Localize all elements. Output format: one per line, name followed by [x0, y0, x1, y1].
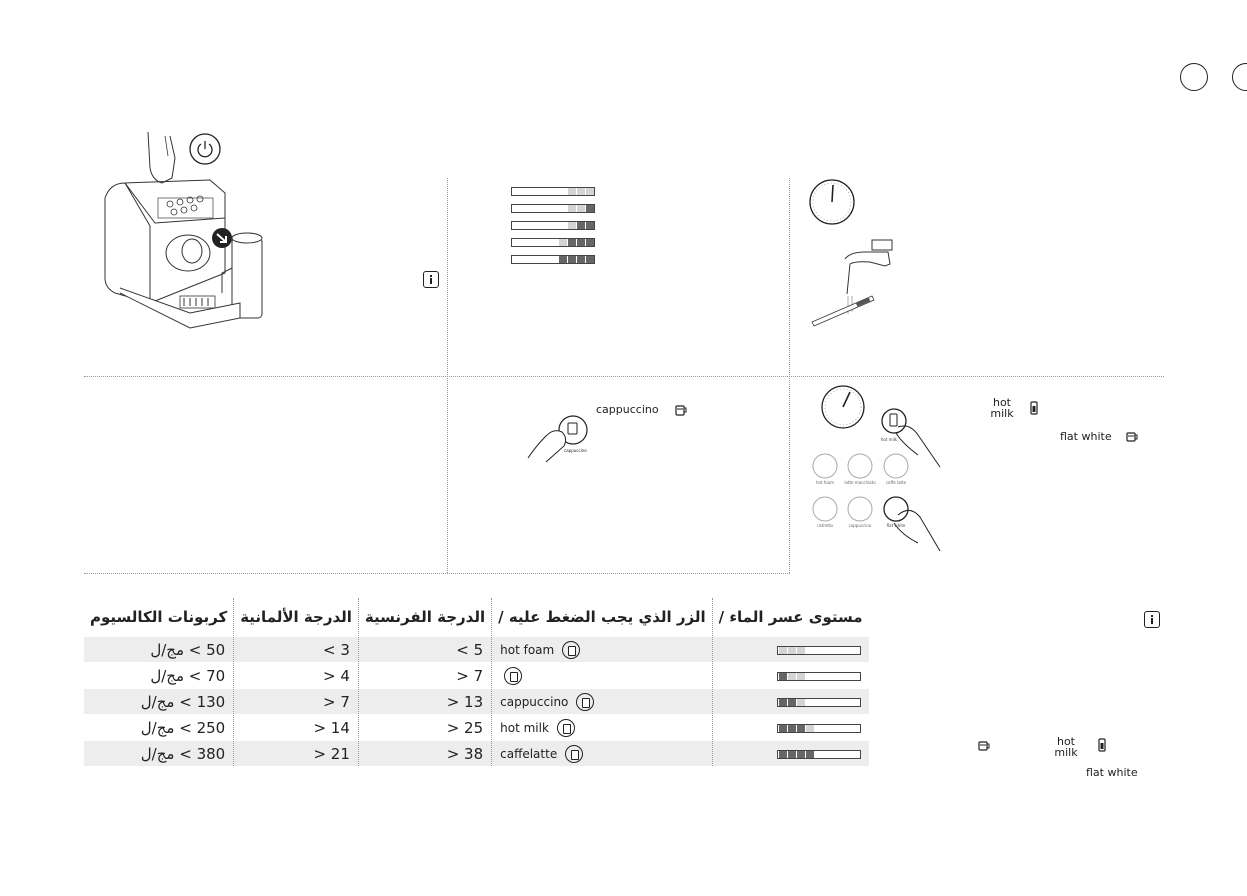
button-cell	[492, 715, 713, 741]
meter-segment-light	[796, 647, 805, 654]
meter-segment-dark	[576, 256, 585, 263]
hardness-cell	[712, 663, 868, 689]
german-cell: 4 <	[234, 663, 359, 689]
meter-segment-light	[778, 647, 787, 654]
meter-segment-light	[787, 647, 796, 654]
button-cell	[492, 741, 713, 767]
meter-segment-dark	[585, 205, 594, 212]
page-circle-1	[1180, 63, 1208, 91]
hot-milk-icon-2	[1097, 737, 1107, 753]
meter-segment-dark	[787, 699, 796, 706]
meter-segment-dark	[787, 751, 796, 758]
german-cell: 21 <	[234, 741, 359, 767]
cappuccino-label: cappuccino	[596, 403, 659, 416]
divider-h1	[84, 376, 1164, 377]
table-row	[84, 663, 869, 689]
meter-segment-light	[567, 222, 576, 229]
hot-label-2: hot	[1056, 735, 1075, 748]
hot-milk-icon	[1029, 400, 1039, 416]
latte-macchiato-button-icon	[504, 667, 522, 685]
calcium-cell: 380 > مج/ل	[84, 741, 234, 767]
meter-segment-dark	[567, 256, 576, 263]
french-cell: 13 <	[358, 689, 491, 715]
hardness-meter	[511, 204, 595, 213]
hardness-cell	[712, 741, 868, 767]
meter-segment-dark	[558, 256, 567, 263]
hardness-cell	[712, 637, 868, 663]
col-header-french: الدرجة الفرنسية	[358, 598, 491, 637]
hardness-meter	[511, 255, 595, 264]
caffelatte-button-icon	[565, 745, 583, 763]
french-cell: 5 >	[358, 637, 491, 663]
machine-btn-cappuccino: cappuccino	[848, 523, 872, 528]
flat-white-cup-icon	[1125, 429, 1139, 443]
meter-segment-light	[567, 205, 576, 212]
test-strip-faucet	[810, 234, 900, 328]
meter-segment-dark	[576, 239, 585, 246]
machine-btn-hot-milk: hot milk	[880, 437, 898, 442]
col-header-german: الدرجة الألمانية	[234, 598, 359, 637]
button-cell	[492, 689, 713, 715]
hardness-meter	[511, 238, 595, 247]
hardness-meter	[777, 750, 861, 759]
divider-h2	[84, 573, 790, 574]
meter-segment-dark	[778, 725, 787, 732]
meter-segment-light	[796, 673, 805, 680]
machine-btn-hot-foam: hot foam	[815, 480, 835, 485]
meter-segment-dark	[796, 751, 805, 758]
button-cell	[492, 663, 713, 689]
meter-segment-dark	[585, 256, 594, 263]
meter-segment-light	[576, 188, 585, 195]
clock-icon	[808, 178, 856, 226]
meter-segment-dark	[796, 725, 805, 732]
flat-white-cup-icon-2	[977, 738, 991, 752]
page-circle-2	[1232, 63, 1247, 91]
svg-text:cappuccino: cappuccino	[564, 448, 587, 453]
flat-white-label: flat white	[1060, 430, 1112, 443]
meter-segment-dark	[585, 239, 594, 246]
table-row	[84, 741, 869, 767]
meter-segment-light	[585, 188, 594, 195]
machine-btn-caffe-latte: caffe latte	[885, 480, 907, 485]
meter-segment-dark	[567, 239, 576, 246]
button-name: hot foam	[500, 642, 555, 657]
meter-segment-dark	[805, 751, 814, 758]
meter-segment-light	[787, 673, 796, 680]
meter-segment-light	[558, 239, 567, 246]
table-header-row	[84, 598, 869, 637]
cappuccino-button-icon	[576, 693, 594, 711]
table-row	[84, 715, 869, 741]
calcium-cell: 130 > مج/ل	[84, 689, 234, 715]
german-cell: 14 <	[234, 715, 359, 741]
col-header-calcium: كربونات الكالسيوم	[90, 608, 228, 626]
french-cell: 25 <	[358, 715, 491, 741]
button-cell	[492, 637, 713, 663]
water-hardness-table	[84, 598, 869, 766]
calcium-cell: 70 > مج/ل	[84, 663, 234, 689]
german-cell: 7 <	[234, 689, 359, 715]
hot-foam-button-icon	[562, 641, 580, 659]
table-row	[84, 637, 869, 663]
calcium-cell: 50 > مج/ل	[84, 637, 234, 663]
milk-label: milk	[990, 407, 1014, 420]
meter-segment-dark	[576, 222, 585, 229]
machine-btn-ristretto: ristretto	[816, 523, 833, 528]
machine-illustration	[100, 128, 275, 338]
table-row	[84, 689, 869, 715]
button-name: cappuccino	[500, 694, 569, 709]
calcium-cell: 250 > مج/ل	[84, 715, 234, 741]
hardness-cell	[712, 689, 868, 715]
hardness-meter	[777, 646, 861, 655]
button-name: hot milk	[500, 720, 549, 735]
col-header-button: الزر الذي يجب الضغط عليه /	[492, 598, 713, 637]
meter-segment-light	[796, 699, 805, 706]
meter-segment-light	[805, 725, 814, 732]
hot-label: hot	[992, 396, 1011, 409]
french-cell: 7 <	[358, 663, 491, 689]
hardness-meter	[777, 672, 861, 681]
meter-segment-dark	[778, 673, 787, 680]
meter-segment-dark	[787, 725, 796, 732]
hardness-meter	[511, 221, 595, 230]
machine-btn-flat-white: flat white	[886, 523, 906, 528]
german-cell: 3 >	[234, 637, 359, 663]
french-cell: 38 <	[358, 741, 491, 767]
col-header-hardness: مستوى عسر الماء /	[712, 598, 868, 637]
hardness-cell	[712, 715, 868, 741]
hardness-meter	[511, 187, 595, 196]
press-button-illustration	[526, 410, 596, 466]
info-icon-2	[1144, 611, 1160, 628]
info-icon	[423, 271, 439, 288]
meter-segment-light	[567, 188, 576, 195]
button-name: caffelatte	[500, 746, 558, 761]
meter-segment-dark	[778, 751, 787, 758]
cappuccino-cup-icon	[674, 402, 688, 416]
hardness-meter	[777, 724, 861, 733]
meter-segment-light	[576, 205, 585, 212]
hardness-meter	[777, 698, 861, 707]
machine-btn-latte-macchiato: latte macchiato	[844, 480, 876, 485]
meter-segment-dark	[778, 699, 787, 706]
hot-milk-button-icon	[557, 719, 575, 737]
meter-segment-dark	[585, 222, 594, 229]
milk-label-2: milk	[1054, 746, 1078, 759]
flat-white-label-2: flat white	[1086, 766, 1138, 779]
